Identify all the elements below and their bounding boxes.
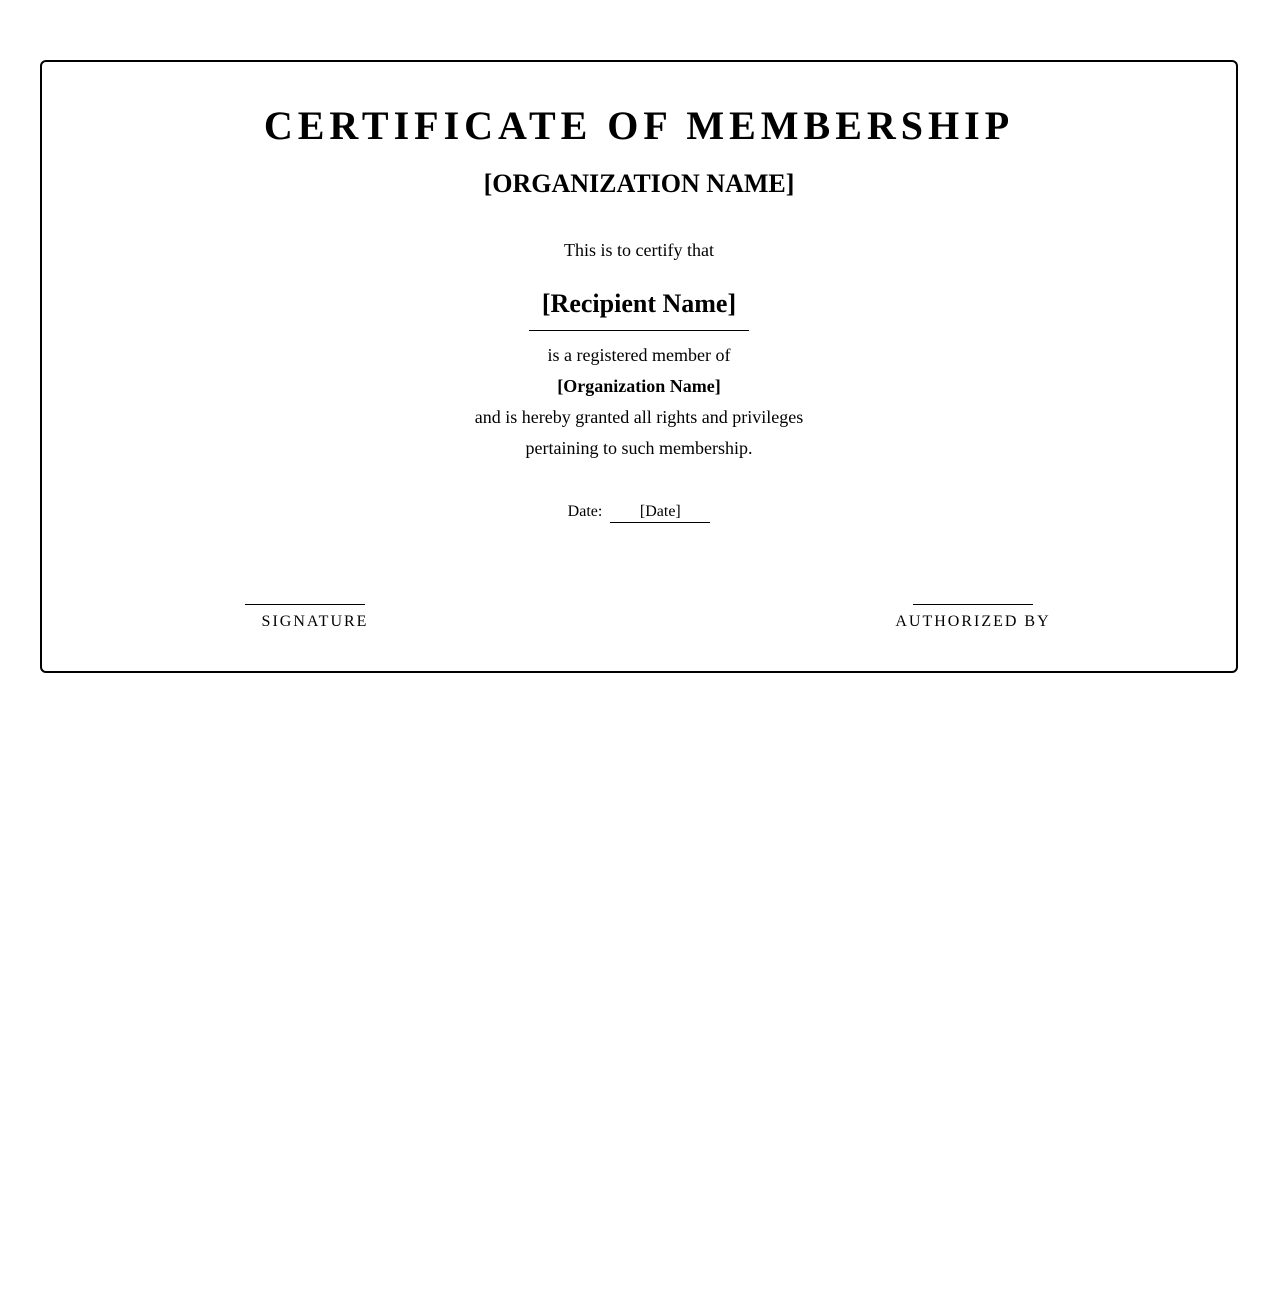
body-line-registered: is a registered member of bbox=[547, 345, 731, 365]
organization-heading: [ORGANIZATION NAME] bbox=[483, 169, 795, 198]
authorized-by-label: AUTHORIZED BY bbox=[895, 613, 1051, 630]
recipient-section bbox=[42, 286, 1236, 331]
signature-line bbox=[245, 604, 365, 605]
authorized-by-line bbox=[913, 604, 1033, 605]
date-label: Date: bbox=[567, 503, 603, 520]
certificate-body bbox=[42, 340, 1236, 464]
body-line-pertaining: pertaining to such membership. bbox=[525, 438, 753, 458]
certificate-title: CERTIFICATE OF MEMBERSHIP bbox=[263, 103, 1015, 148]
signature-label: SIGNATURE bbox=[261, 613, 369, 630]
certify-text: This is to certify that bbox=[564, 240, 714, 260]
date-value: [Date] bbox=[610, 502, 710, 523]
body-organization-name: [Organization Name] bbox=[557, 376, 721, 396]
signature-block bbox=[245, 604, 369, 631]
date-row bbox=[42, 502, 1236, 523]
body-line-granted: and is hereby granted all rights and privileges bbox=[474, 407, 804, 427]
certificate-frame bbox=[40, 60, 1238, 673]
recipient-name: [Recipient Name] bbox=[529, 286, 749, 331]
authorized-by-block bbox=[895, 604, 1051, 631]
